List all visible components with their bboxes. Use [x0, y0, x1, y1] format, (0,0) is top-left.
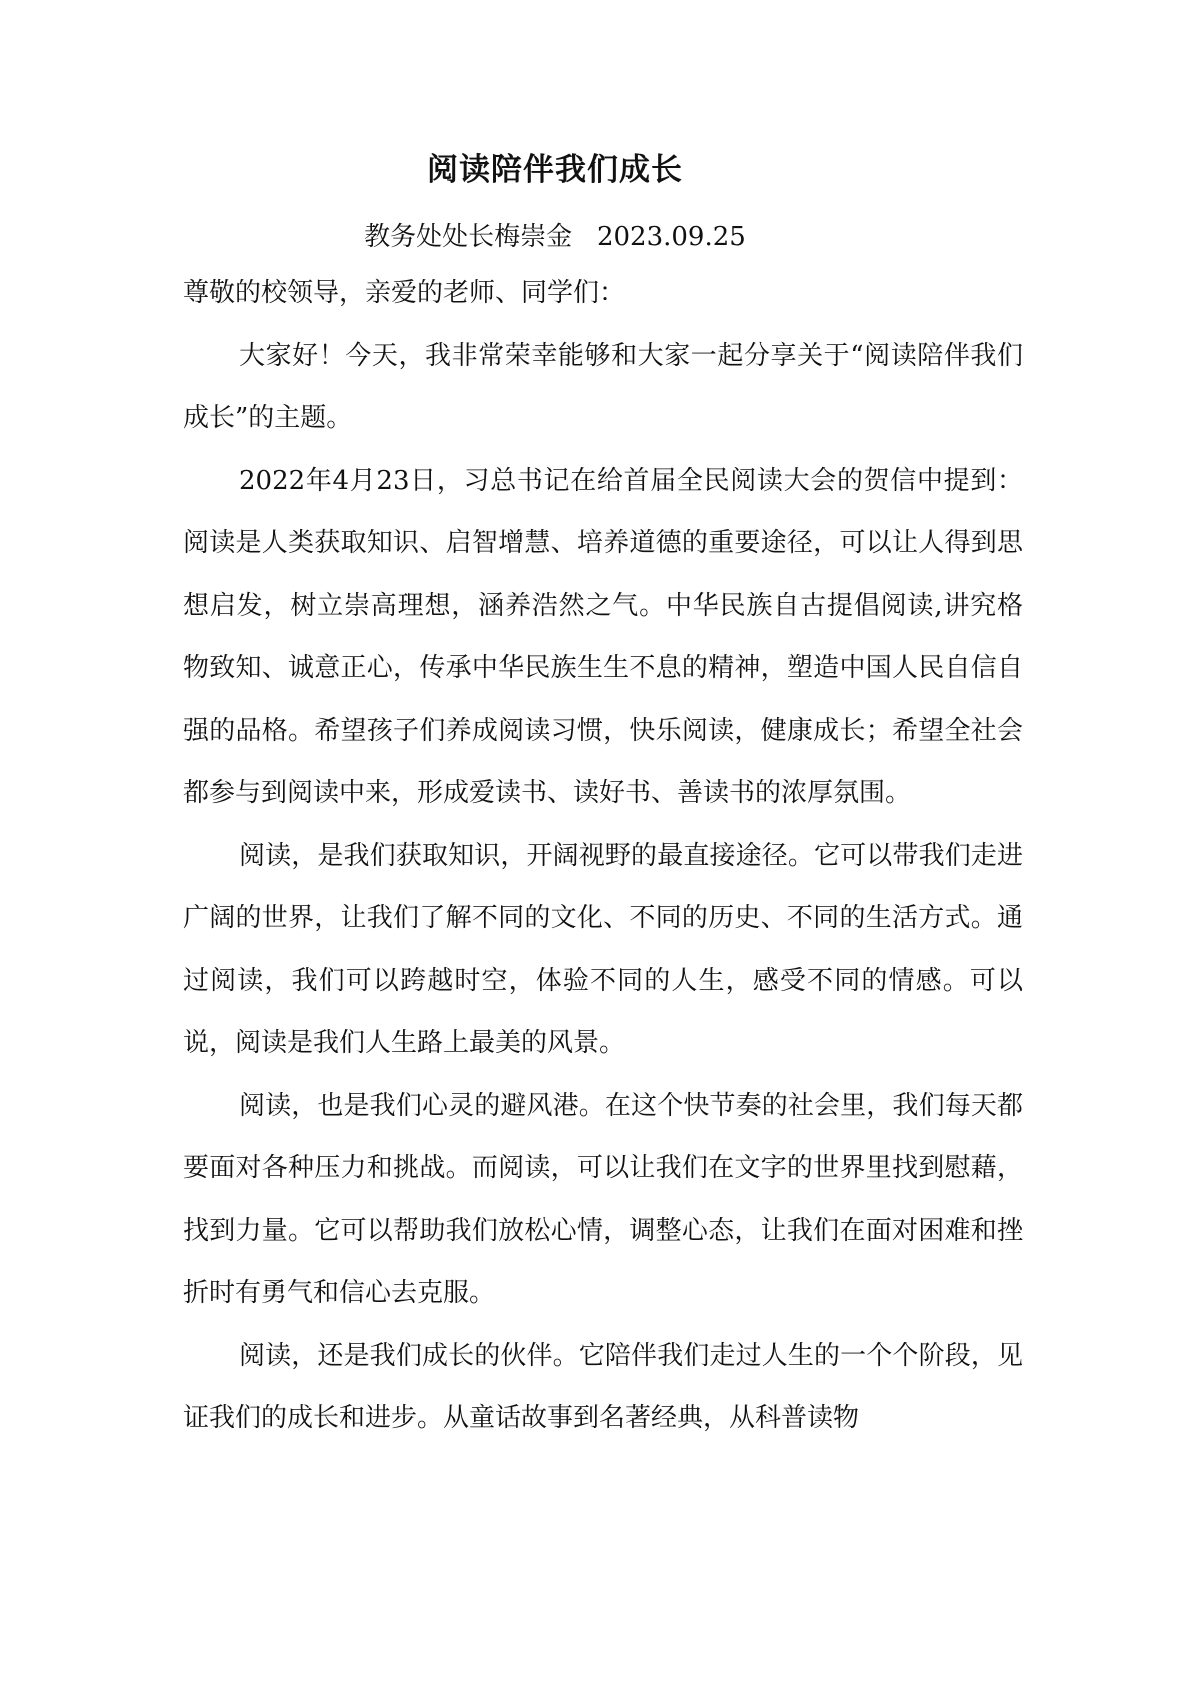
document-body	[183, 262, 1023, 1450]
byline: 教务处处长梅崇金 2023.09.25	[364, 222, 746, 252]
page-title: 阅读陪伴我们成长	[427, 152, 683, 188]
paragraph: 阅读，还是我们成长的伙伴。它陪伴我们走过人生的一个个阶段，见证我们的成长和进步。从童话故事到名著经典，从科普读物	[183, 1340, 1023, 1433]
paragraph: 大家好！今天，我非常荣幸能够和大家一起分享关于“阅读陪伴我们成长”的主题。	[183, 340, 1023, 433]
salutation: 尊敬的校领导，亲爱的老师、同学们：	[183, 278, 626, 308]
paragraph: 阅读，也是我们心灵的避风港。在这个快节奏的社会里，我们每天都要面对各种压力和挑战。而阅读，可以让我们在文字的世界里找到慰藉，找到力量。它可以帮助我们放松心情，调整心态，让我们在面对困难和挫折时有勇气和信心去克服。	[183, 1090, 1023, 1308]
paragraph: 阅读，是我们获取知识，开阔视野的最直接途径。它可以带我们走进广阔的世界，让我们了解不同的文化、不同的历史、不同的生活方式。通过阅读，我们可以跨越时空，体验不同的人生，感受不同的情感。可以说，阅读是我们人生路上最美的风景。	[183, 840, 1023, 1058]
paragraph: 2022年4月23日，习总书记在给首届全民阅读大会的贺信中提到：阅读是人类获取知识、启智增慧、培养道德的重要途径，可以让人得到思想启发，树立崇高理想，涵养浩然之气。中华民族自古提倡阅读,讲究格物致知、诚意正心，传承中华民族生生不息的精神，塑造中国人民自信自强的品格。希望孩子们养成阅读习惯，快乐阅读，健康成长；希望全社会都参与到阅读中来，形成爱读书、读好书、善读书的浓厚氛围。	[183, 465, 1023, 808]
